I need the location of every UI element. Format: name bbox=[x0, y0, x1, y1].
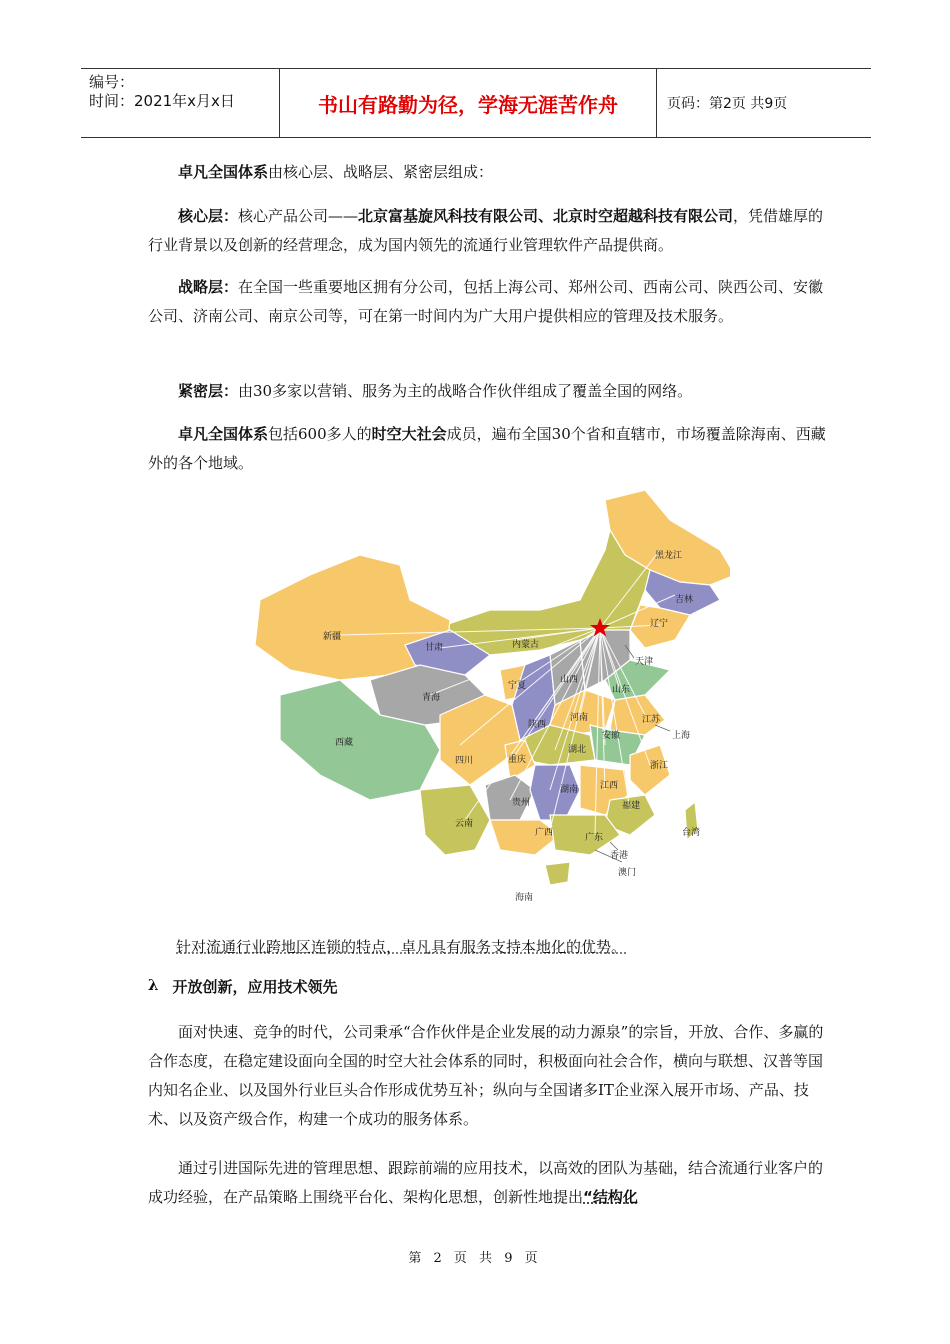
map-label: 江苏 bbox=[642, 715, 661, 725]
map-label: 江西 bbox=[600, 781, 619, 791]
map-label: 浙江 bbox=[650, 761, 669, 771]
coverage-text-1: 包括600多人的 bbox=[268, 425, 372, 443]
map-label: 宁夏 bbox=[508, 681, 527, 691]
close-layer-desc: 由30多家以营销、服务为主的战略合作伙伴组成了覆盖全国的网络。 bbox=[238, 382, 693, 400]
map-label: 黑龙江 bbox=[655, 551, 683, 561]
map-label: 贵州 bbox=[512, 798, 531, 808]
map-label: 台湾 bbox=[682, 828, 701, 838]
map-label: 辽宁 bbox=[650, 619, 669, 629]
map-graphic bbox=[250, 490, 730, 910]
map-label: 西藏 bbox=[335, 738, 354, 748]
header-motto: 书山有路勤为径，学海无涯苦作舟 bbox=[280, 69, 657, 137]
map-label: 重庆 bbox=[508, 755, 527, 765]
number-label: 编号： bbox=[89, 73, 135, 91]
header-table bbox=[81, 68, 871, 138]
china-network-map bbox=[250, 490, 730, 910]
strategy-layer-desc: 在全国一些重要地区拥有分公司，包括上海公司、郑州公司、西南公司、陕西公司、安徽公司、济南公司、南京公司等，可在第一时间内为广大用户提供相应的管理及技术服务。 bbox=[148, 278, 824, 325]
map-label: 山西 bbox=[560, 675, 579, 685]
page-footer: 第 2 页 共 9 页 bbox=[408, 1251, 542, 1266]
technology-text: 通过引进国际先进的管理思想、跟踪前端的应用技术，以高效的团队为基础，结合流通行业客户的成功经验，在产品策略上围绕平台化、架构化思想，创新性地提出 bbox=[148, 1159, 824, 1206]
strategy-layer-label: 战略层： bbox=[178, 278, 239, 296]
map-label: 河南 bbox=[570, 713, 589, 723]
region-hainan bbox=[545, 862, 570, 885]
map-label: 香港 bbox=[610, 851, 629, 861]
map-label: 上海 bbox=[672, 731, 691, 741]
time-label: 时间：2021年x月x日 bbox=[89, 92, 235, 110]
map-label: 天津 bbox=[635, 657, 654, 667]
map-label: 新疆 bbox=[323, 632, 342, 642]
paragraph-open-innovation: 面对快速、竞争的时代，公司秉承“合作伙伴是企业发展的动力源泉”的宗旨，开放、合作、多赢的合作态度，在稳定建设面向全国的时空大社会体系的同时，积极面向社会合作，横向与联想、汉普等国内知名企业、以及国外行业巨头合作形成优势互补；纵向与全国诸多IT企业深入展开市场、产品、技术、以及资产级合作，构建一个成功的服务体系。 bbox=[148, 1023, 824, 1128]
system-name-2: 卓凡全国体系 bbox=[178, 425, 269, 443]
system-name: 卓凡全国体系 bbox=[178, 163, 269, 181]
map-label: 福建 bbox=[622, 801, 641, 811]
map-label: 内蒙古 bbox=[512, 640, 540, 650]
map-label: 云南 bbox=[455, 819, 474, 829]
technology-tail: “结构化 bbox=[583, 1188, 638, 1206]
bullet-mark: λ bbox=[148, 976, 159, 994]
paragraph-technology bbox=[148, 1154, 828, 1212]
paragraph-system bbox=[148, 158, 828, 187]
map-label: 安徽 bbox=[602, 731, 621, 741]
map-label: 澳门 bbox=[618, 868, 637, 878]
map-label: 甘肃 bbox=[425, 643, 444, 653]
paragraph-coverage bbox=[148, 420, 828, 478]
core-layer-label: 核心层： bbox=[178, 207, 239, 225]
paragraph-strategy-layer bbox=[148, 273, 828, 331]
map-label: 陕西 bbox=[528, 720, 547, 730]
core-layer-desc: ，凭借雄厚的行业背景以及创新的经营理念，成为国内领先的流通行业管理软件产品提供商。 bbox=[148, 207, 824, 254]
core-companies: 北京富基旋风科技有限公司、北京时空超越科技有限公司 bbox=[358, 207, 734, 225]
coverage-text-2: 成员，遍布全国30个省和直辖市，市场覆盖除海南、西藏外的各个地域。 bbox=[148, 425, 826, 472]
close-layer-label: 紧密层： bbox=[178, 382, 239, 400]
map-label: 山东 bbox=[612, 685, 631, 695]
paragraph-close-layer bbox=[148, 377, 828, 406]
map-label: 广西 bbox=[535, 828, 554, 838]
section-heading bbox=[148, 976, 338, 997]
map-label: 青海 bbox=[422, 693, 441, 703]
map-label: 吉林 bbox=[675, 595, 694, 605]
paragraph-core-layer bbox=[148, 202, 828, 260]
map-label: 海南 bbox=[515, 893, 534, 903]
page-info: 页码：第2页 共9页 bbox=[667, 96, 788, 112]
header-meta bbox=[81, 69, 280, 137]
section-heading-text: 开放创新，应用技术领先 bbox=[172, 978, 338, 996]
core-layer-intro: 核心产品公司—— bbox=[238, 207, 359, 225]
system-desc: 由核心层、战略层、紧密层组成： bbox=[268, 163, 494, 181]
map-caption: 针对流通行业跨地区连锁的特点，卓凡具有服务支持本地化的优势。 bbox=[176, 938, 627, 956]
map-label: 湖北 bbox=[568, 745, 587, 755]
map-label: 湖南 bbox=[560, 785, 579, 795]
map-label: 广东 bbox=[585, 833, 604, 843]
map-label: 四川 bbox=[455, 756, 474, 766]
society-name: 时空大社会 bbox=[371, 425, 447, 443]
